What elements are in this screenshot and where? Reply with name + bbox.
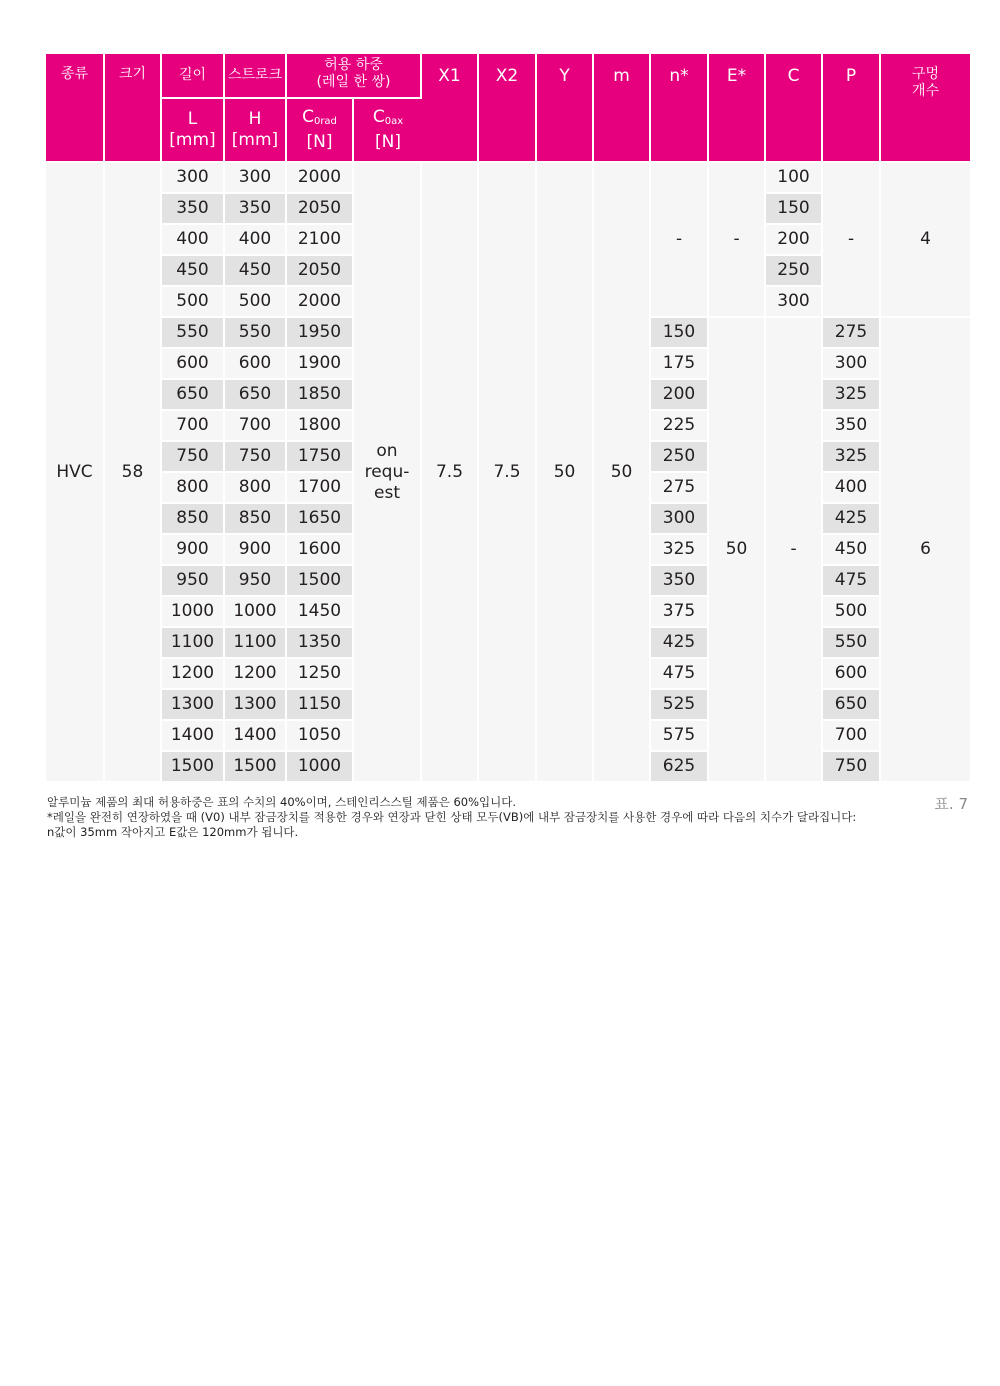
header-holes (881, 54, 970, 163)
p-cell: 500 (823, 597, 881, 628)
n-cell: 175 (651, 349, 709, 380)
stroke-cell: 900 (225, 535, 287, 566)
n-cell: 525 (651, 690, 709, 721)
c0ax-line2: requ- (364, 461, 410, 482)
stroke-cell: 450 (225, 256, 287, 287)
table-body (46, 163, 970, 783)
length-cell: 650 (162, 380, 225, 411)
stroke-cell: 850 (225, 504, 287, 535)
header-x1: X1 (422, 54, 479, 163)
header-length: 길이 (162, 54, 225, 99)
holes-cell: 6 (881, 318, 970, 783)
x2-cell: 7.5 (479, 163, 537, 783)
stroke-cell: 1500 (225, 752, 287, 783)
stroke-cell: 600 (225, 349, 287, 380)
length-cell: 1500 (162, 752, 225, 783)
footnotes (47, 795, 927, 840)
stroke-cell: 750 (225, 442, 287, 473)
stroke-cell: 300 (225, 163, 287, 194)
p-cell: 700 (823, 721, 881, 752)
n-cell: 325 (651, 535, 709, 566)
c0rad-cell: 1800 (287, 411, 354, 442)
c0rad-cell: 1950 (287, 318, 354, 349)
c0rad-cell: 2000 (287, 163, 354, 194)
stroke-cell: 400 (225, 225, 287, 256)
c0rad-cell: 1500 (287, 566, 354, 597)
stroke-cell: 950 (225, 566, 287, 597)
header-stroke-symbol: H (248, 109, 262, 129)
c0ax-cell (354, 163, 422, 783)
c-cell: - (766, 318, 823, 783)
c0rad-cell: 1750 (287, 442, 354, 473)
length-cell: 300 (162, 163, 225, 194)
p-cell: 275 (823, 318, 881, 349)
n-cell: 275 (651, 473, 709, 504)
stroke-cell: 1300 (225, 690, 287, 721)
y-cell: 50 (537, 163, 594, 783)
c0rad-cell: 2050 (287, 256, 354, 287)
header-p: P (823, 54, 881, 163)
c0rad-cell: 1650 (287, 504, 354, 535)
p-cell: 600 (823, 659, 881, 690)
header-e: E* (709, 54, 766, 163)
x1-cell: 7.5 (422, 163, 479, 783)
table-number: 표. 7 (934, 795, 968, 813)
length-cell: 350 (162, 194, 225, 225)
length-cell: 1300 (162, 690, 225, 721)
length-cell: 1200 (162, 659, 225, 690)
footnote-locking: *레일을 완전히 연장하였을 때 (V0) 내부 잠금장치를 적용한 경우와 연장과 닫힌 상태 모두(VB)에 내부 잠금장치를 사용한 경우에 따라 다음의 치수가 달라집니다: (47, 810, 857, 824)
length-cell: 450 (162, 256, 225, 287)
c0rad-cell: 1250 (287, 659, 354, 690)
n-cell: 250 (651, 442, 709, 473)
header-load-group (287, 54, 422, 99)
c0ax-line3: est (374, 482, 400, 503)
header-x2: X2 (479, 54, 537, 163)
header-load-group-line1: 허용 하중 (324, 57, 383, 73)
c0rad-cell: 2100 (287, 225, 354, 256)
header-stroke-mm: [mm] (231, 130, 279, 150)
c-cell: 150 (766, 194, 823, 225)
header-size: 크기 (105, 54, 162, 163)
stroke-cell: 1000 (225, 597, 287, 628)
length-cell: 600 (162, 349, 225, 380)
c0rad-cell: 1150 (287, 690, 354, 721)
n-cell: 350 (651, 566, 709, 597)
c-cell: 200 (766, 225, 823, 256)
c0rad-cell: 1050 (287, 721, 354, 752)
header-c: C (766, 54, 823, 163)
header-c0rad-unit: [N] (306, 132, 333, 152)
size-cell: 58 (105, 163, 162, 783)
header-c0ax (354, 99, 422, 163)
c0rad-cell: 1000 (287, 752, 354, 783)
c0ax-line1: on (376, 440, 398, 461)
p-cell: 550 (823, 628, 881, 659)
stroke-cell: 800 (225, 473, 287, 504)
length-cell: 1000 (162, 597, 225, 628)
header-c0rad-base: C (302, 107, 314, 127)
n-cell: 475 (651, 659, 709, 690)
header-holes-line2: 개수 (911, 83, 940, 99)
c-cell: 100 (766, 163, 823, 194)
header-c0rad (287, 99, 354, 163)
table-row (46, 163, 970, 194)
p-cell: 450 (823, 535, 881, 566)
n-cell: 200 (651, 380, 709, 411)
c0rad-cell: 2050 (287, 194, 354, 225)
p-cell: 325 (823, 442, 881, 473)
header-y: Y (537, 54, 594, 163)
header-c0rad-sub: 0rad (313, 116, 337, 127)
header-load-group-line2: (레일 한 쌍) (316, 74, 391, 90)
length-cell: 700 (162, 411, 225, 442)
header-length-mm: [mm] (169, 130, 216, 150)
spec-table (46, 54, 970, 783)
header-c0ax-sub: 0ax (384, 116, 404, 127)
p-cell: 400 (823, 473, 881, 504)
length-cell: 850 (162, 504, 225, 535)
p-cell: 325 (823, 380, 881, 411)
c0rad-cell: 1700 (287, 473, 354, 504)
stroke-cell: 650 (225, 380, 287, 411)
c-cell: 300 (766, 287, 823, 318)
header-length-unit (162, 99, 225, 163)
e-cell: 50 (709, 318, 766, 783)
n-cell: 150 (651, 318, 709, 349)
header-m: m (594, 54, 651, 163)
length-cell: 500 (162, 287, 225, 318)
c0rad-cell: 1350 (287, 628, 354, 659)
n-cell: 625 (651, 752, 709, 783)
footnote-dimensions: n값이 35mm 작아지고 E값은 120mm가 됩니다. (47, 825, 299, 839)
n-cell: 375 (651, 597, 709, 628)
stroke-cell: 550 (225, 318, 287, 349)
stroke-cell: 1200 (225, 659, 287, 690)
n-cell: - (651, 163, 709, 318)
length-cell: 1400 (162, 721, 225, 752)
header-type: 종류 (46, 54, 105, 163)
p-cell: 475 (823, 566, 881, 597)
header-n: n* (651, 54, 709, 163)
e-cell: - (709, 163, 766, 318)
n-cell: 300 (651, 504, 709, 535)
length-cell: 400 (162, 225, 225, 256)
m-cell: 50 (594, 163, 651, 783)
type-cell: HVC (46, 163, 105, 783)
stroke-cell: 1100 (225, 628, 287, 659)
header-length-symbol: L (187, 109, 198, 129)
c0rad-cell: 1850 (287, 380, 354, 411)
p-cell: - (823, 163, 881, 318)
c0rad-cell: 1600 (287, 535, 354, 566)
header-stroke-unit (225, 99, 287, 163)
stroke-cell: 700 (225, 411, 287, 442)
c0rad-cell: 1900 (287, 349, 354, 380)
c-cell: 250 (766, 256, 823, 287)
length-cell: 800 (162, 473, 225, 504)
p-cell: 650 (823, 690, 881, 721)
p-cell: 300 (823, 349, 881, 380)
length-cell: 900 (162, 535, 225, 566)
p-cell: 750 (823, 752, 881, 783)
header-c0ax-unit: [N] (375, 132, 401, 152)
p-cell: 350 (823, 411, 881, 442)
length-cell: 550 (162, 318, 225, 349)
length-cell: 1100 (162, 628, 225, 659)
n-cell: 225 (651, 411, 709, 442)
c0rad-cell: 1450 (287, 597, 354, 628)
stroke-cell: 1400 (225, 721, 287, 752)
length-cell: 950 (162, 566, 225, 597)
stroke-cell: 500 (225, 287, 287, 318)
header-holes-line1: 구멍 (911, 66, 940, 82)
n-cell: 575 (651, 721, 709, 752)
p-cell: 425 (823, 504, 881, 535)
length-cell: 750 (162, 442, 225, 473)
header-c0ax-base: C (372, 107, 385, 127)
header-stroke: 스트로크 (225, 54, 287, 99)
holes-cell: 4 (881, 163, 970, 318)
n-cell: 425 (651, 628, 709, 659)
stroke-cell: 350 (225, 194, 287, 225)
footnote-material: 알루미늄 제품의 최대 허용하중은 표의 수치의 40%이며, 스테인리스스틸 제품은 60%입니다. (47, 795, 517, 809)
c0rad-cell: 2000 (287, 287, 354, 318)
table-header (46, 54, 970, 163)
